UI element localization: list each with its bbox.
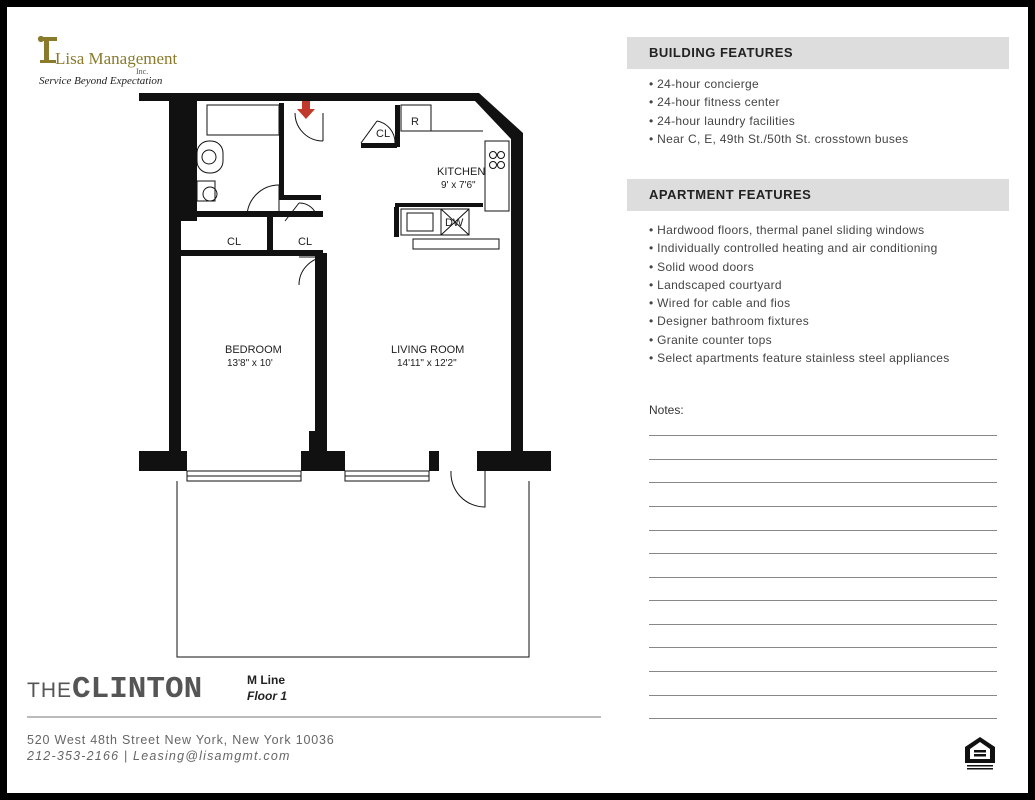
- note-line: [649, 530, 997, 531]
- note-line: [649, 435, 997, 436]
- entry-arrow-icon: [297, 101, 315, 119]
- unit-floor: Floor 1: [247, 689, 288, 703]
- building-features-list: [649, 75, 908, 148]
- unit-line: M Line: [247, 673, 285, 687]
- list-item: • Solid wood doors: [649, 259, 754, 274]
- apartment-features-list: [649, 221, 950, 367]
- note-line: [649, 647, 997, 648]
- list-item: • Near C, E, 49th St./50th St. crosstown buses: [649, 131, 909, 146]
- dishwasher-label: DW: [445, 217, 464, 229]
- list-item: • Individually controlled heating and air conditioning: [649, 241, 938, 256]
- note-line: [649, 577, 997, 578]
- bedroom-name: BEDROOM: [225, 344, 282, 356]
- living-room-name: LIVING ROOM: [391, 344, 465, 356]
- leasing-contact: 212-353-2166 | Leasing@lisamgmt.com: [27, 749, 291, 763]
- list-item: • Wired for cable and fios: [649, 296, 791, 311]
- list-item: • Granite counter tops: [649, 332, 772, 347]
- list-item: • Hardwood floors, thermal panel sliding windows: [649, 223, 925, 237]
- apartment-features-heading: APARTMENT FEATURES: [627, 179, 1009, 211]
- note-line: [649, 671, 997, 672]
- list-item: • 24-hour fitness center: [649, 95, 780, 110]
- notes-label: Notes:: [649, 403, 684, 417]
- list-item: • Select apartments feature stainless steel appliances: [649, 351, 950, 366]
- building-features-heading: BUILDING FEATURES: [627, 37, 1009, 69]
- note-line: [649, 553, 997, 554]
- bedroom-size: 13'8" x 10': [227, 358, 273, 369]
- logo-name: Lisa Management: [55, 49, 178, 68]
- list-item: • 24-hour laundry facilities: [649, 113, 796, 128]
- title-prefix: THE: [27, 679, 72, 702]
- note-line: [649, 600, 997, 601]
- list-item: • Designer bathroom fixtures: [649, 314, 810, 329]
- closet-label: CL: [227, 236, 242, 248]
- list-item: • Landscaped courtyard: [649, 277, 782, 292]
- equal-housing-icon: [963, 735, 997, 771]
- note-line: [649, 718, 997, 719]
- living-room-size: 14'11" x 12'2": [397, 358, 457, 369]
- note-line: [649, 482, 997, 483]
- closet-label: CL: [376, 128, 391, 140]
- logo-tagline: Service Beyond Expectation: [39, 75, 163, 87]
- floor-plan: [139, 93, 559, 663]
- closet-label: CL: [298, 236, 313, 248]
- title-main: CLINTON: [72, 672, 203, 707]
- building-title: [27, 671, 202, 707]
- unit-info: [247, 672, 287, 704]
- kitchen-name: KITCHEN: [437, 166, 486, 178]
- note-line: [649, 459, 997, 460]
- floorplan-sheet: [7, 7, 1028, 793]
- note-line: [649, 506, 997, 507]
- note-line: [649, 695, 997, 696]
- building-address: 520 West 48th Street New York, New York 10036: [27, 733, 335, 747]
- fridge-label: R: [411, 116, 419, 128]
- list-item: • 24-hour concierge: [649, 77, 759, 91]
- logo-inc: Inc.: [136, 67, 149, 76]
- kitchen-size: 9' x 7'6": [441, 180, 476, 191]
- footer-divider: [27, 716, 601, 718]
- company-logo: [37, 33, 187, 93]
- note-line: [649, 624, 997, 625]
